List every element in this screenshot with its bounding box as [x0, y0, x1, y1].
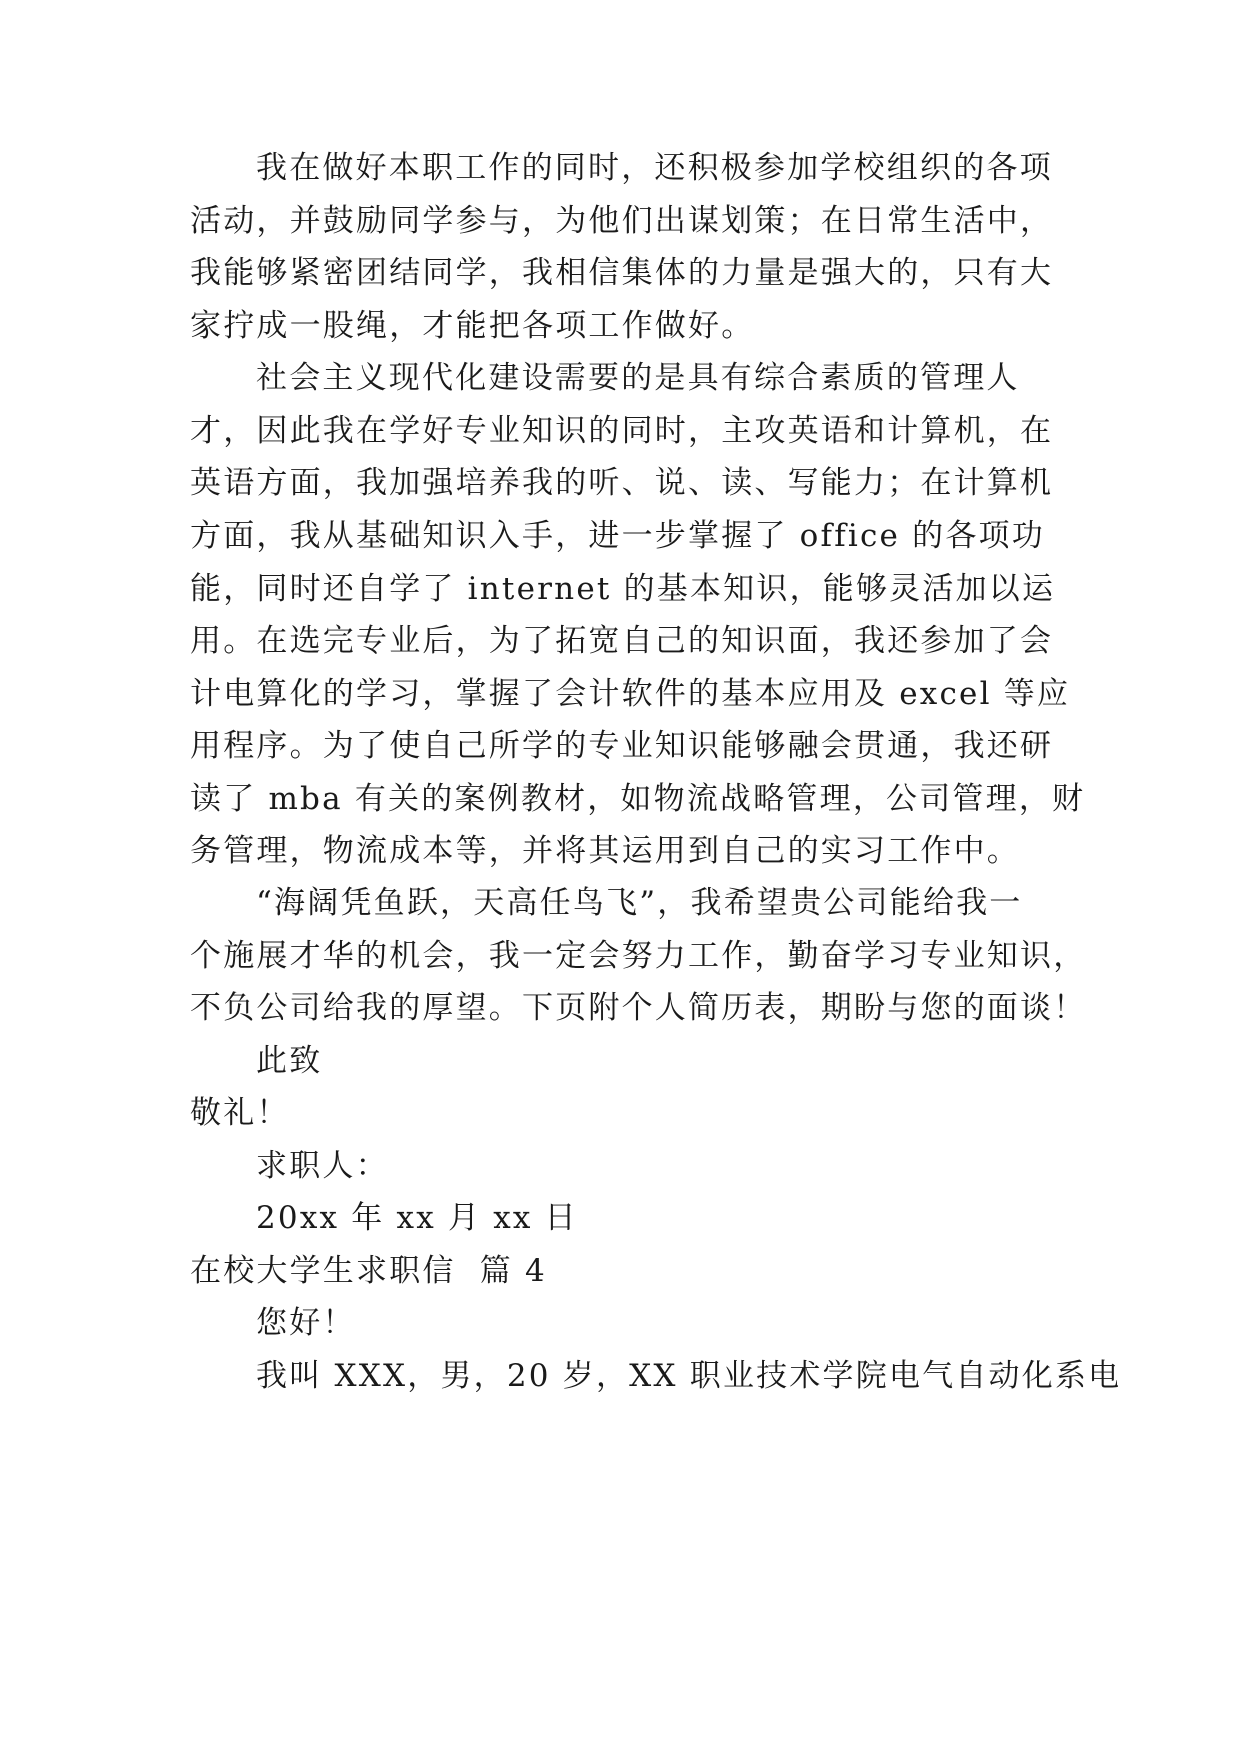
greeting: 您好！	[256, 1305, 356, 1341]
section-heading: 在校大学生求职信 篇 4	[190, 1253, 547, 1289]
closing-regards: 敬礼！	[190, 1095, 290, 1131]
paragraph-line: 读了 mba 有关的案例教材，如物流战略管理，公司管理，财	[190, 781, 1086, 817]
paragraph-line: “海阔凭鱼跃，天高任鸟飞”，我希望贵公司能给我一	[256, 885, 1023, 921]
paragraph-line: 个施展才华的机会，我一定会努力工作，勤奋学习专业知识，	[190, 938, 1087, 974]
paragraph-line: 不负公司给我的厚望。下页附个人简历表，期盼与您的面谈！	[190, 990, 1087, 1026]
closing-salutation: 此致	[256, 1043, 323, 1079]
letter-date: 20xx 年 xx 月 xx 日	[256, 1200, 578, 1236]
paragraph-line: 计电算化的学习，掌握了会计软件的基本应用及 excel 等应	[190, 676, 1071, 712]
paragraph-line: 我在做好本职工作的同时，还积极参加学校组织的各项	[256, 150, 1053, 186]
paragraph-line: 我叫 XXX，男，20 岁，XX 职业技术学院电气自动化系电	[256, 1358, 1122, 1394]
paragraph-line: 用。在选完专业后，为了拓宽自己的知识面，我还参加了会	[190, 623, 1054, 659]
paragraph-line: 能，同时还自学了 internet 的基本知识，能够灵活加以运	[190, 571, 1056, 607]
paragraph-line: 活动，并鼓励同学参与，为他们出谋划策；在日常生活中，	[190, 203, 1054, 239]
paragraph-line: 社会主义现代化建设需要的是具有综合素质的管理人	[256, 360, 1020, 396]
paragraph-line: 我能够紧密团结同学，我相信集体的力量是强大的，只有大	[190, 255, 1054, 291]
paragraph-line: 家拧成一股绳，才能把各项工作做好。	[190, 308, 755, 344]
applicant-signature: 求职人：	[256, 1148, 389, 1184]
paragraph-line: 英语方面，我加强培养我的听、说、读、写能力；在计算机	[190, 465, 1054, 501]
paragraph-line: 方面，我从基础知识入手，进一步掌握了 office 的各项功	[190, 518, 1045, 554]
paragraph-line: 才，因此我在学好专业知识的同时，主攻英语和计算机，在	[190, 413, 1054, 449]
paragraph-line: 务管理，物流成本等，并将其运用到自己的实习工作中。	[190, 833, 1020, 869]
paragraph-line: 用程序。为了使自己所学的专业知识能够融会贯通，我还研	[190, 728, 1054, 764]
